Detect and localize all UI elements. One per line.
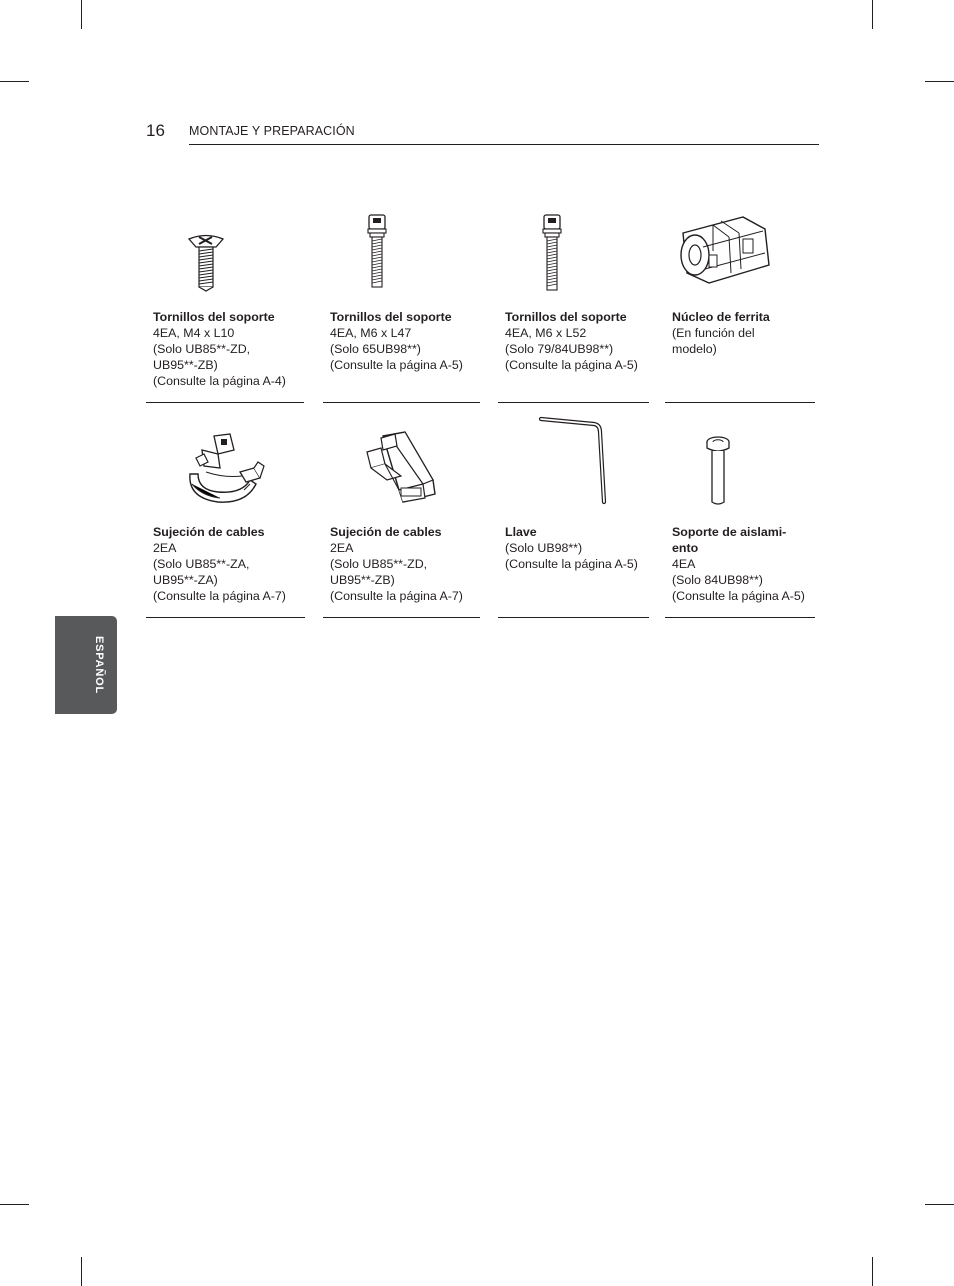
item-detail: UB95**-ZB) bbox=[330, 573, 395, 587]
item-detail: (Solo UB85**-ZA, bbox=[153, 557, 250, 571]
hex-key-icon bbox=[538, 418, 610, 506]
item-card bbox=[498, 420, 658, 620]
item-detail: (Consulte la página A-5) bbox=[330, 358, 463, 372]
item-detail: (Solo UB98**) bbox=[505, 541, 583, 555]
flat-head-screw-icon bbox=[186, 233, 226, 293]
page-number: 16 bbox=[146, 121, 165, 140]
crop-mark bbox=[925, 81, 954, 82]
item-rule bbox=[498, 402, 649, 403]
item-text bbox=[153, 309, 303, 389]
language-tab[interactable] bbox=[55, 616, 117, 714]
item-rule bbox=[323, 402, 480, 403]
item-text bbox=[672, 524, 822, 604]
socket-head-screw-icon bbox=[541, 213, 565, 293]
item-card bbox=[665, 420, 825, 620]
item-name: Soporte de aislami- bbox=[672, 525, 787, 539]
crop-mark bbox=[0, 1204, 29, 1205]
item-detail: 2EA bbox=[330, 541, 354, 555]
item-detail: UB95**-ZB) bbox=[153, 358, 218, 372]
item-detail: 4EA bbox=[672, 557, 696, 571]
item-card bbox=[323, 205, 483, 405]
socket-head-screw-icon bbox=[366, 213, 390, 291]
item-detail: (Solo 79/84UB98**) bbox=[505, 342, 614, 356]
crop-mark bbox=[0, 81, 29, 82]
language-tab-label: ESPAÑOL bbox=[93, 636, 105, 694]
crop-mark bbox=[872, 0, 873, 29]
item-name: Tornillos del soporte bbox=[330, 310, 452, 324]
item-rule bbox=[498, 617, 649, 618]
item-name: Sujeción de cables bbox=[330, 525, 442, 539]
item-detail: UB95**-ZA) bbox=[153, 573, 218, 587]
item-card bbox=[323, 420, 483, 620]
item-text bbox=[505, 524, 655, 572]
item-detail: (Solo 65UB98**) bbox=[330, 342, 421, 356]
item-detail: (Consulte la página A-7) bbox=[330, 589, 463, 603]
item-text bbox=[330, 524, 480, 604]
item-card bbox=[146, 420, 306, 620]
cable-holder-square-icon bbox=[361, 430, 439, 506]
insulation-spacer-icon bbox=[705, 436, 731, 508]
item-detail: 4EA, M6 x L47 bbox=[330, 326, 412, 340]
item-detail: (Solo UB85**-ZD, bbox=[153, 342, 251, 356]
item-detail: (Solo UB85**-ZD, bbox=[330, 557, 428, 571]
item-name: Sujeción de cables bbox=[153, 525, 265, 539]
item-name: Tornillos del soporte bbox=[505, 310, 627, 324]
item-name: Llave bbox=[505, 525, 537, 539]
item-name: ento bbox=[672, 541, 699, 555]
crop-mark bbox=[872, 1257, 873, 1286]
item-detail: (Consulte la página A-4) bbox=[153, 374, 286, 388]
item-detail: (Consulte la página A-5) bbox=[672, 589, 805, 603]
item-detail: (Consulte la página A-5) bbox=[505, 358, 638, 372]
crop-mark bbox=[925, 1204, 954, 1205]
crop-mark bbox=[81, 1257, 82, 1286]
item-rule bbox=[146, 617, 305, 618]
item-name: Núcleo de ferrita bbox=[672, 310, 770, 324]
item-rule bbox=[323, 617, 480, 618]
item-name: Tornillos del soporte bbox=[153, 310, 275, 324]
item-rule bbox=[665, 617, 815, 618]
item-card bbox=[498, 205, 658, 405]
item-detail: (Solo 84UB98**) bbox=[672, 573, 763, 587]
item-detail: modelo) bbox=[672, 342, 717, 356]
item-detail: (Consulte la página A-7) bbox=[153, 589, 286, 603]
item-detail: (En función del bbox=[672, 326, 755, 340]
item-text bbox=[505, 309, 655, 373]
crop-mark bbox=[81, 0, 82, 29]
item-text bbox=[330, 309, 480, 373]
item-detail: 2EA bbox=[153, 541, 177, 555]
cable-holder-round-icon bbox=[184, 432, 270, 508]
item-detail: 4EA, M4 x L10 bbox=[153, 326, 235, 340]
header-rule bbox=[189, 144, 819, 145]
section-title: MONTAJE Y PREPARACIÓN bbox=[189, 124, 355, 138]
item-text bbox=[672, 309, 822, 357]
ferrite-core-icon bbox=[673, 211, 773, 289]
item-text bbox=[153, 524, 303, 604]
item-rule bbox=[665, 402, 815, 403]
item-detail: 4EA, M6 x L52 bbox=[505, 326, 587, 340]
item-card bbox=[146, 205, 306, 405]
item-rule bbox=[146, 402, 304, 403]
item-card bbox=[665, 205, 825, 405]
item-detail: (Consulte la página A-5) bbox=[505, 557, 638, 571]
